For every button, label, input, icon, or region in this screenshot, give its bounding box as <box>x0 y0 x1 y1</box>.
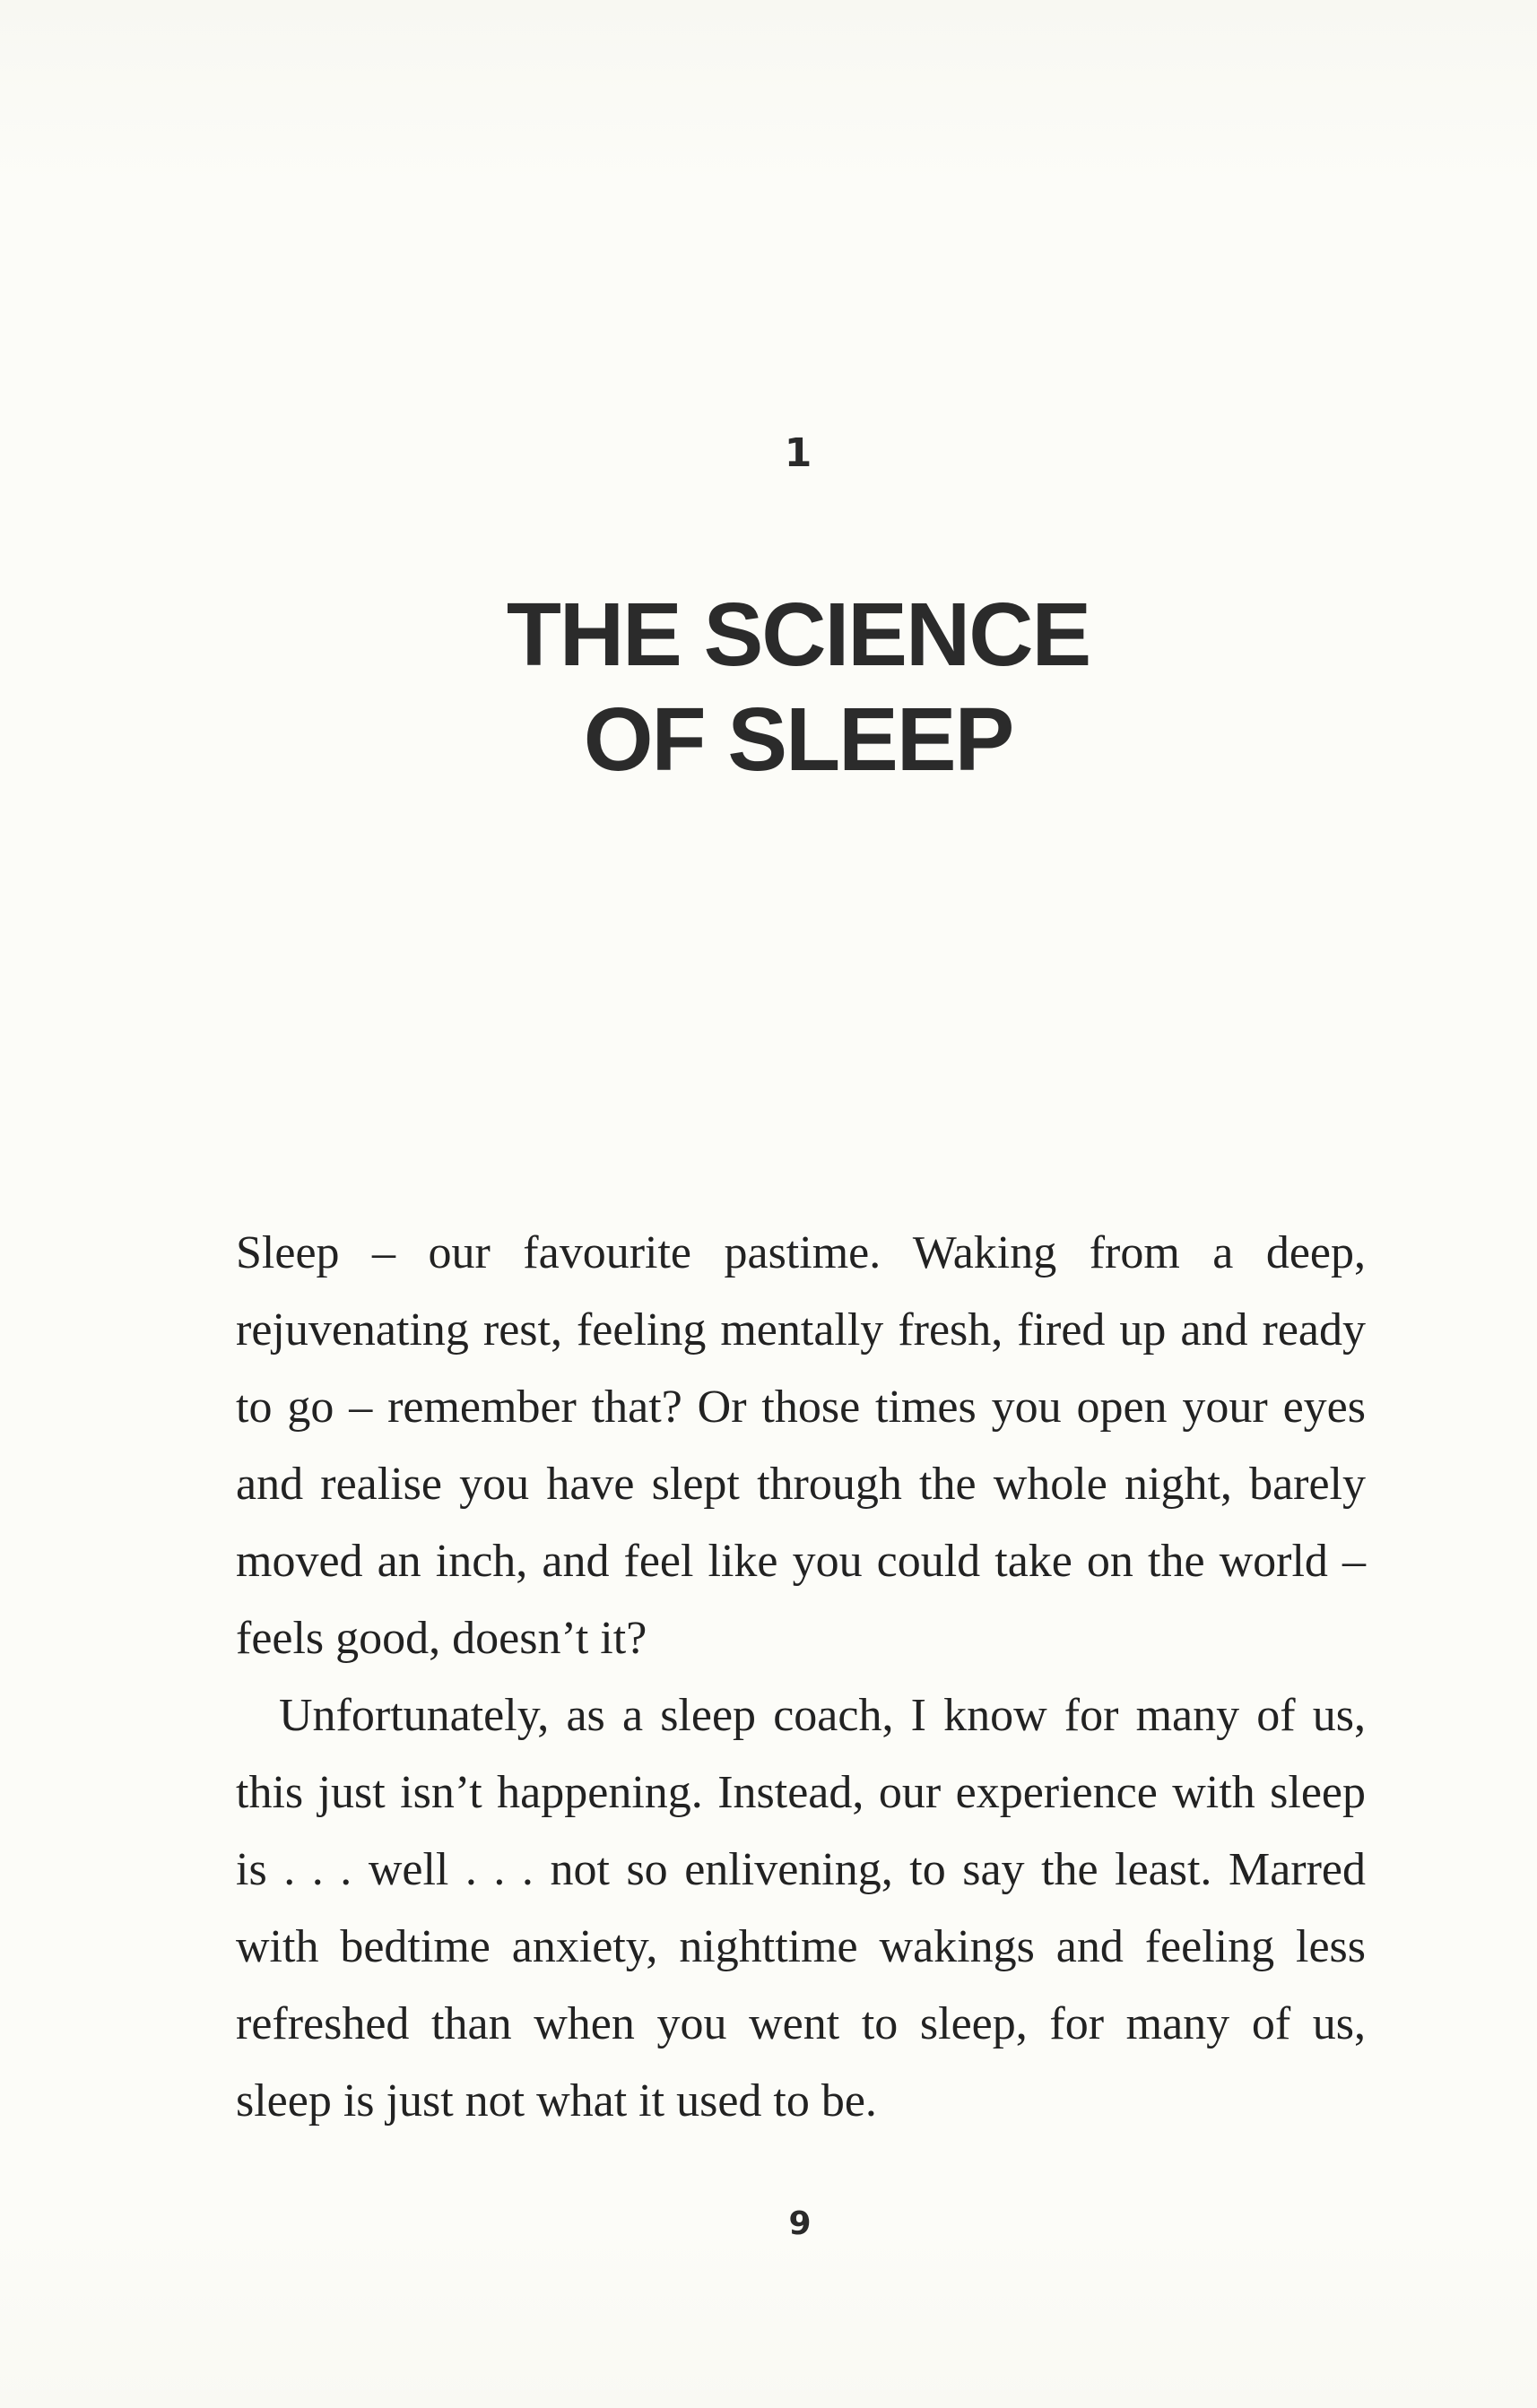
page-number: 9 <box>788 2205 812 2242</box>
paragraph: Sleep – our favourite pastime. Waking from a deep, rejuvenating rest, feeling mentally fresh, fired up and ready to go – remember that? Or those times you open your eyes and realise you have slept through the whole night, barely moved an inch, and feel like you could take on the world – feels good, doesn’t it? <box>236 1227 1366 1664</box>
chapter-number: 1 <box>784 430 812 476</box>
chapter-title-line-2: OF SLEEP <box>583 689 1013 790</box>
body-text <box>236 1215 1366 2140</box>
paragraph: Unfortunately, as a sleep coach, I know for many of us, this just isn’t happening. Instead, our experience with sleep is . . . well . . . not so enlivening, to say the least. Marred with bedtime anxiety, nighttime wakings and feeling less refreshed than when you went to sleep, for many of us, sleep is just not what it used to be. <box>236 1690 1366 2126</box>
chapter-title <box>0 583 1537 793</box>
chapter-title-line-1: THE SCIENCE <box>506 585 1090 685</box>
